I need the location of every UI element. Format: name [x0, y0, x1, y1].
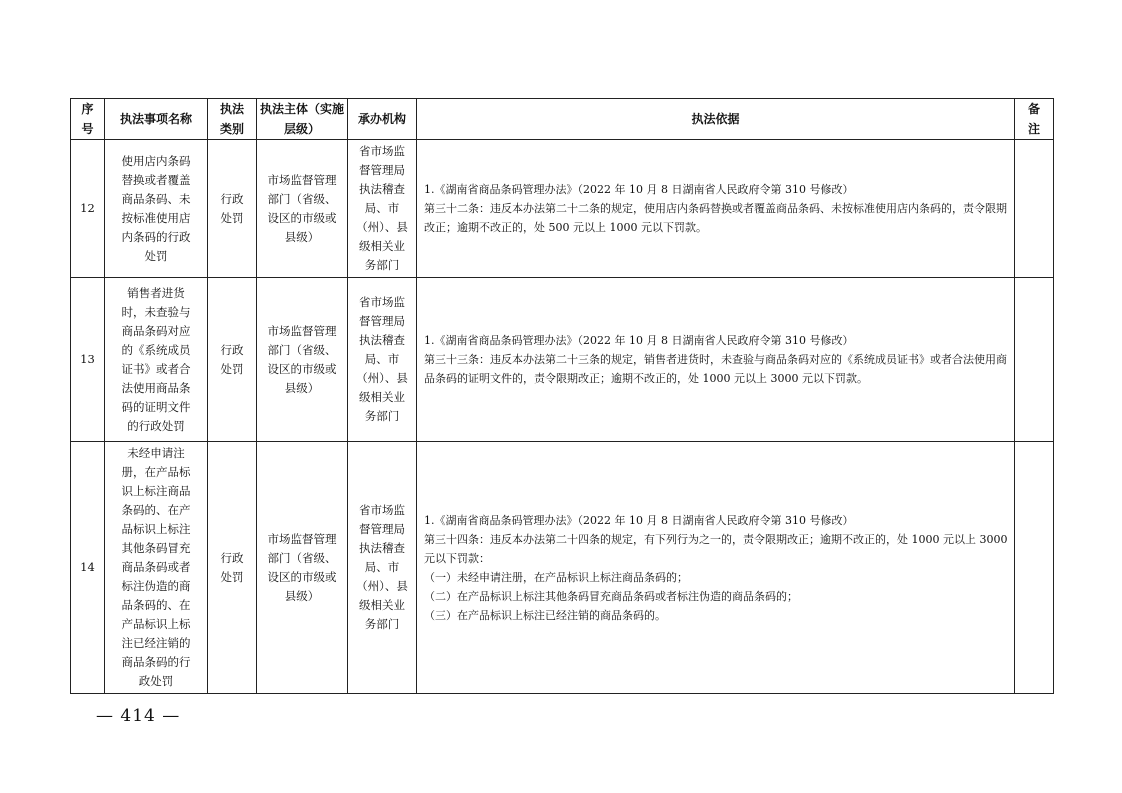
row-item-name: 销售者进货时，未查验与商品条码对应的《系统成员证书》或者合法使用商品条码的证明文件的行政处罚 [105, 278, 208, 442]
table-row [71, 278, 1054, 442]
basis-line: 1.《湖南省商品条码管理办法》（2022 年 10 月 8 日湖南省人民政府令第 310 号修改） [424, 513, 854, 527]
row-remark [1015, 442, 1054, 694]
basis-line: 第三十三条：违反本办法第二十三条的规定，销售者进货时，未查验与商品条码对应的《系统成员证书》或者合法使用商品条码的证明文件的，责令限期改正；逾期不改正的，处 1000 元以上 3000 元以下罚款。 [424, 353, 1007, 385]
basis-line: 第三十二条：违反本办法第二十二条的规定，使用店内条码替换或者覆盖商品条码、未按标准使用店内条码的，责令限期改正；逾期不改正的，处 500 元以上 1000 元以下罚款。 [424, 202, 1007, 234]
row-seq: 12 [71, 140, 105, 278]
row-basis [417, 442, 1015, 694]
basis-line: 第三十四条：违反本办法第二十四条的规定，有下列行为之一的，责令限期改正；逾期不改正的，处 1000 元以上 3000 元以下罚款： [424, 532, 1008, 565]
header-item-name: 执法事项名称 [105, 99, 208, 140]
row-subject: 市场监督管理部门（省级、设区的市级或县级） [257, 442, 348, 694]
basis-line: 1.《湖南省商品条码管理办法》（2022 年 10 月 8 日湖南省人民政府令第 310 号修改） [424, 183, 854, 196]
basis-line: （二）在产品标识上标注其他条码冒充商品条码或者标注伪造的商品条码的； [424, 589, 798, 603]
row-item-name: 未经申请注册，在产品标识上标注商品条码的、在产品标识上标注其他条码冒充商品条码或者标注伪造的商品条码的、在产品标识上标注已经注销的商品条码的行政处罚 [105, 442, 208, 694]
row-seq: 13 [71, 278, 105, 442]
basis-line: 1.《湖南省商品条码管理办法》（2022 年 10 月 8 日湖南省人民政府令第 310 号修改） [424, 334, 854, 347]
page-number: — 414 — [96, 706, 181, 726]
basis-line: （三）在产品标识上标注已经注销的商品条码的。 [424, 608, 666, 622]
row-subject: 市场监督管理部门（省级、设区的市级或县级） [257, 140, 348, 278]
table-header-row [71, 99, 1054, 140]
table-row [71, 140, 1054, 278]
row-category: 行政处罚 [208, 278, 257, 442]
enforcement-table [70, 98, 1054, 694]
row-basis [417, 278, 1015, 442]
basis-line: （一）未经申请注册，在产品标识上标注商品条码的； [424, 570, 688, 584]
header-remark: 备注 [1015, 99, 1054, 140]
row-item-name: 使用店内条码替换或者覆盖商品条码、未按标准使用店内条码的行政处罚 [105, 140, 208, 278]
header-seq: 序号 [71, 99, 105, 140]
row-agency: 省市场监督管理局执法稽查局、市（州）、县级相关业务部门 [348, 140, 417, 278]
row-agency: 省市场监督管理局执法稽查局、市（州）、县级相关业务部门 [348, 442, 417, 694]
row-category: 行政处罚 [208, 442, 257, 694]
header-subject: 执法主体（实施层级） [257, 99, 348, 140]
row-remark [1015, 278, 1054, 442]
header-basis: 执法依据 [417, 99, 1015, 140]
header-agency: 承办机构 [348, 99, 417, 140]
row-agency: 省市场监督管理局执法稽查局、市（州）、县级相关业务部门 [348, 278, 417, 442]
row-category: 行政处罚 [208, 140, 257, 278]
row-seq: 14 [71, 442, 105, 694]
row-basis [417, 140, 1015, 278]
row-remark [1015, 140, 1054, 278]
table-row [71, 442, 1054, 694]
header-category: 执法类别 [208, 99, 257, 140]
row-subject: 市场监督管理部门（省级、设区的市级或县级） [257, 278, 348, 442]
